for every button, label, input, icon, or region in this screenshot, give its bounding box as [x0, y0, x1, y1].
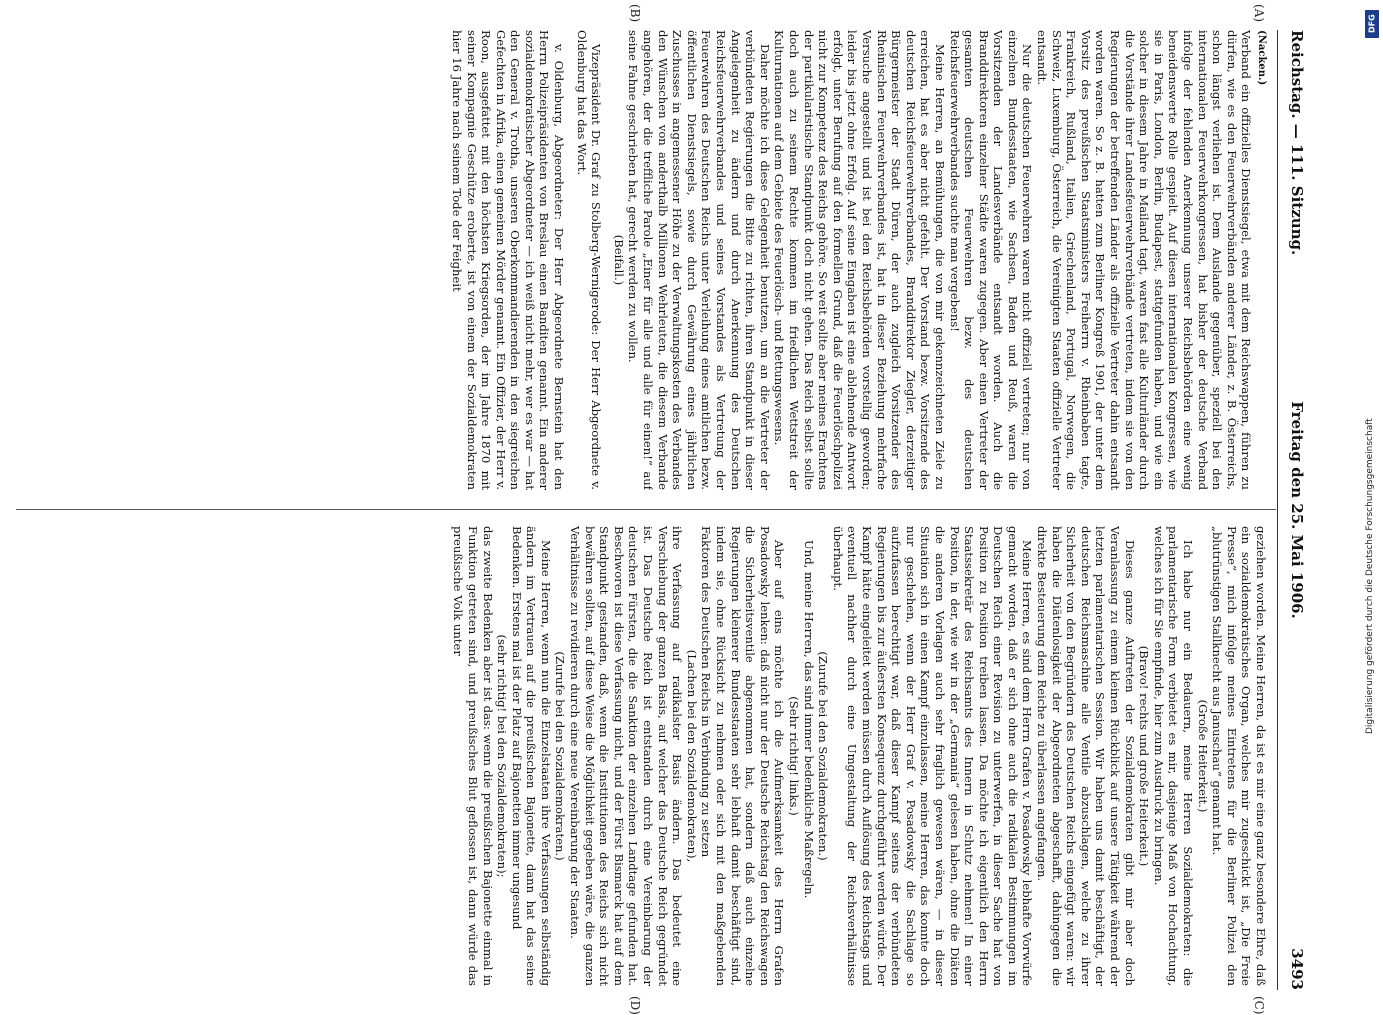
header-session: Reichstag. — 111. Sitzung. [1288, 30, 1306, 256]
paragraph: Meine Herren, wenn nun die Einzelstaaten ihre Verfassungen selbständig ändern im Vertrauen auf die preußischen Bajonette, dann hat das seine Bedenken. Erstens mal ist der Platz auf Bajonetten immer ungesund [509, 526, 553, 986]
president-line: Vizepräsident Dr. Graf zu Stolberg-Wernigerode: Der Herr Abgeordnete v. Oldenburg hat das Wort. [574, 30, 604, 490]
paragraph: geziehen worden. Meine Herren, da ist es mir eine ganz besondere Ehre, daß ein sozialdemokratisches Organ, welches mir zugeschickt ist, „Die Freie Presse“, mich infolge meines Eintretens für die Berliner Polizei den „blutrünstigen Stallknecht aus Januschau“ genannt hat. [1210, 526, 1268, 986]
paragraph: Ich habe nur ein Bedauern, meine Herren Sozialdemokraten: die parlamentarische Form verbietet es mir, dasjenige Maß von Hochachtung, welches ich für Sie empfinde, hier zum Ausdruck zu bringen. [1151, 526, 1196, 986]
column-rule [16, 509, 1276, 510]
interjection: (Große Heiterkeit.) [1195, 699, 1210, 813]
margin-marker-c: (C) [1252, 996, 1266, 1015]
left-column [18, 30, 1268, 490]
rotated-page [10, 4, 1310, 1015]
interjection: (Zurufe bei den Sozialdemokraten.) [553, 651, 568, 861]
margin-marker-a: (A) [1252, 4, 1266, 23]
page-header [1280, 30, 1310, 990]
paragraph: das zweite Bedenken aber ist das: wenn die preußischen Bajonette einmal in Funktion getreten sind, und preußisches Blut geflossen ist, dann würde das preußische Volk unter [451, 526, 495, 986]
interjection: (sehr richtig! bei den Sozialdemokraten); [495, 634, 510, 878]
digitization-sidebar [1365, 10, 1379, 990]
interjection: (Lachen bei den Sozialdemokraten), [684, 649, 699, 863]
paragraph: Meine Herren, es sind dem Herrn Grafen v. Posadowsky lebhafte Vorwürfe gemacht worden, daß er sich ohne auch die radikalen Bestimmungen im Deutschen Reich einer Revision zu unterwerfen, in dieser Sache hat von Position zu Position treiben lassen. Da möchte ich eigentlich den Herrn Staatssekretär des Reichsamts des Innern in Schutz nehmen! In einer Position, in der, wie wir in der „Germania“ gelesen haben, ohne die Diäten die anderen Vorlagen auch sehr fraglich gewesen wären, — in dieser Situation sich in einen Kampf einzulassen, meine Herren, das konnte doch nur geschehen, wenn der Herr Graf v. Posadowsky die Sachlage so aufzufassen berechtigt war, daß dieser Kampf seitens der verbündeten Regierungen bis zur äußersten Konsequenz durchgeführt werden würde. Der Kampf hätte eingeleitet werden müssen durch Auflösung des Reichstags und eventuell nachher durch eine Umgestaltung der Reichsverhältnisse überhaupt. [830, 526, 1035, 986]
margin-marker-d: (D) [628, 996, 642, 1015]
header-page-number: 3493 [1288, 948, 1306, 990]
paragraph: Verband ein offizielles Dienstsiegel, etwa mit dem Reichswappen, führen zu dürfen, wie es den Feuerwehrverbänden anderer Länder, z. B. Österreichs, schon längst verliehen ist. Dem Auslande gegenüber, speziell bei den internationalen Feuerwehrkongressen, hat bisher der deutsche Verband infolge der fehlenden Anerkennung unserer Reichsbehörden eine wenig beneidenswerte Rolle gespielt. Auf diesen internationalen Kongressen, wie sie in Paris, London, Berlin, Budapest, stattgefunden haben, und wie ein solcher in diesem Jahre in Mailand tagt, waren fast alle Kulturländer durch die Vorstände ihrer Landesfeuerwehrverbände vertreten, indem sie von den Regierungen der betreffenden Länder als offizielle Vertreter dahin entsandt worden waren. So z. B. hatten zum Berliner Kongreß 1901, der unter dem Vorsitz des preußischen Staatsministers Freiherrn v. Rheinbaben tagte, Frankreich, Rußland, Italien, Griechenland, Portugal, Norwegen, die Schweiz, Luxemburg, Österreich, die Vereinigten Staaten offizielle Vertreter entsandt. [1035, 30, 1254, 490]
applause-note: (Beifall.) [611, 234, 626, 286]
interjection: (Bravo! rechts und große Heiterkeit.) [1137, 645, 1152, 867]
speaker-tag: (Nacken.) [1256, 30, 1267, 86]
funding-credit: Digitalisierung gefördert durch die Deutsche Forschungsgemeinschaft [1365, 418, 1375, 734]
paragraph: Aber auf eins möchte ich die Aufmerksamkeit des Herrn Grafen Posadowsky lenken: daß nicht nur der Deutsche Reichstag den Reichswagen die Sicherheitsventile abgenommen hat, sondern daß auch einzelne Regierungen kleinerer Bundesstaaten sehr lebhaft damit beschäftigt sind, indem sie, ohne Rücksicht zu nehmen oder sich mit den maßgebenden Faktoren des Deutschen Reichs in Verbindung zu setzen [699, 526, 787, 986]
header-date: Freitag den 25. Mai 1906. [1288, 401, 1306, 619]
dfg-logo: DFG [1365, 10, 1379, 38]
paragraph: Nur die deutschen Feuerwehren waren nicht offiziell vertreten; nur von einzelnen Bundesstaaten, wie Sachsen, Baden und Reuß, waren die Vorsitzenden der Landesverbände entsandt worden. Auch die Branddirektoren einzelner Städte waren zugegen. Aber einen Vertreter der gesamten deutschen Feuerwehren bezw. des deutschen Reichsfeuerwehrverbandes suchte man vergebens! [947, 30, 1035, 490]
interjection: (Zurufe bei den Sozialdemokraten.) [816, 651, 831, 861]
paragraph: ihre Verfassung auf radikalster Basis ändern. Das bedeutet eine Verschiebung der ganzen Basis, auf welcher das Deutsche Reich gegründet ist. Das Deutsche Reich ist entstanden durch eine Vereinbarung der deutschen Fürsten, die die Sanktion der einzelnen Landtage gefunden hat. Beschworen ist diese Verfassung nicht, und der Fürst Bismarck hat auf dem Standpunkt gestanden, daß, wenn die Institutionen des Reichs sich nicht bewähren sollten, auf diese Weise die Möglichkeit gegeben wäre, die ganzen Verhältnisse zu revidieren durch eine neue Vereinbarung der Staaten. [568, 526, 685, 986]
paragraph: Und, meine Herren, das sind immer bedenkliche Maßregeln. [801, 540, 816, 899]
header-rule [1277, 30, 1278, 990]
right-column [18, 526, 1268, 986]
interjection: (Sehr richtig! links.) [787, 696, 801, 816]
speech-oldenburg: v. Oldenburg, Abgeordneter: Der Herr Abgeordnete Bernstein hat den Herrn Polizeipräsidenten von Breslau einen Banditen genannt. Ein anderer sozialdemokratischer Abgeordneter — ich weiß nicht mehr, wer es war — hat den General v. Trotha, unseren Oberkommandierenden in den siegreichen Gefechten in Afrika, einen gemeinen Mörder genannt. Ein Offizier, der Herr v. Roon, ausgefattet mit den höchsten Kriegsorden, der im Jahre 1870 mit seiner Kompagnie Geschütze eroberte, ist von einem der Sozialdemokraten hier 16 Jahre nach seinem Tode der Feigheit [449, 30, 567, 490]
paragraph: Dieses ganze Auftreten der Sozialdemokraten gibt mir aber doch Veranlassung zu einem kleinen Rückblick auf unsere Tätigkeit während der letzten parlamentarischen Session. Wir haben uns damit beschäftigt, der deutschen Reichsmaschine alle Ventile abzuschlagen, welche zu ihrer Sicherheit von den Begründern des Deutschen Reichs eingefügt waren: wir haben die Diätenlosigkeit der Abgeordneten abgeschafft, dahingegen die direkte Besteuerung dem Reiche zu überlassen angefangen. [1035, 526, 1137, 986]
margin-marker-b: (B) [628, 4, 642, 23]
paragraph: Daher möchte ich diese Gelegenheit benutzen, um an die Vertreter der verbündeten Regierungen die Bitte zu richten, ihren Standpunkt in dieser Angelegenheit zu ändern und durch Anerkennung des Deutschen Reichsfeuerwehrverbandes und seines Vorstandes als Vertretung der Feuerwehren des Deutschen Reichs unter Verleihung eines amtlichen bezw. öffentlichen Dienstsiegels, sowie durch Gewährung eines jährlichen Zuschusses in angemessener Höhe zu der Verwaltungskosten des Verbandes den Wünschen von anderthalb Millionen Wehrleuten, die diesem Verbande angehören, der die treffliche Parole „Einer für alle und alle für einen!“ auf seine Fahne geschrieben hat, gerecht werden zu wollen. [626, 30, 772, 490]
paragraph: Meine Herren, an Bemühungen, die von mir gekennzeichneten Ziele zu erreichen, hat es aber nicht gefehlt. Der Vorstand bezw. Vorsitzende des deutschen Reichsfeuerwehrverbandes, Branddirektor Ziegler, derzeitiger Bürgermeister der Stadt Düren, der auch zugleich Vorsitzender des Rheinischen Feuerwehrverbandes ist, hat in dieser Beziehung mehrfache Versuche angestellt und ist bei den Reichsbehörden vorstellig geworden; leider bis jetzt ohne Erfolg. Auf seine Eingaben ist eine ablehnende Antwort erfolgt, unter Berufung auf den formellen Grund, daß die Feuerlöschpolizei nicht zur Kompetenz des Reichs gehöre. So weit sollte aber meines Erachtens der partikularistische Standpunkt doch nicht gehen. Das Reich selbst sollte doch auch zu seinem Rechte kommen im friedlichen Wettstreit der Kulturnationen auf dem Gebiete des Feuerlösch- und Rettungswesens. [772, 30, 947, 490]
